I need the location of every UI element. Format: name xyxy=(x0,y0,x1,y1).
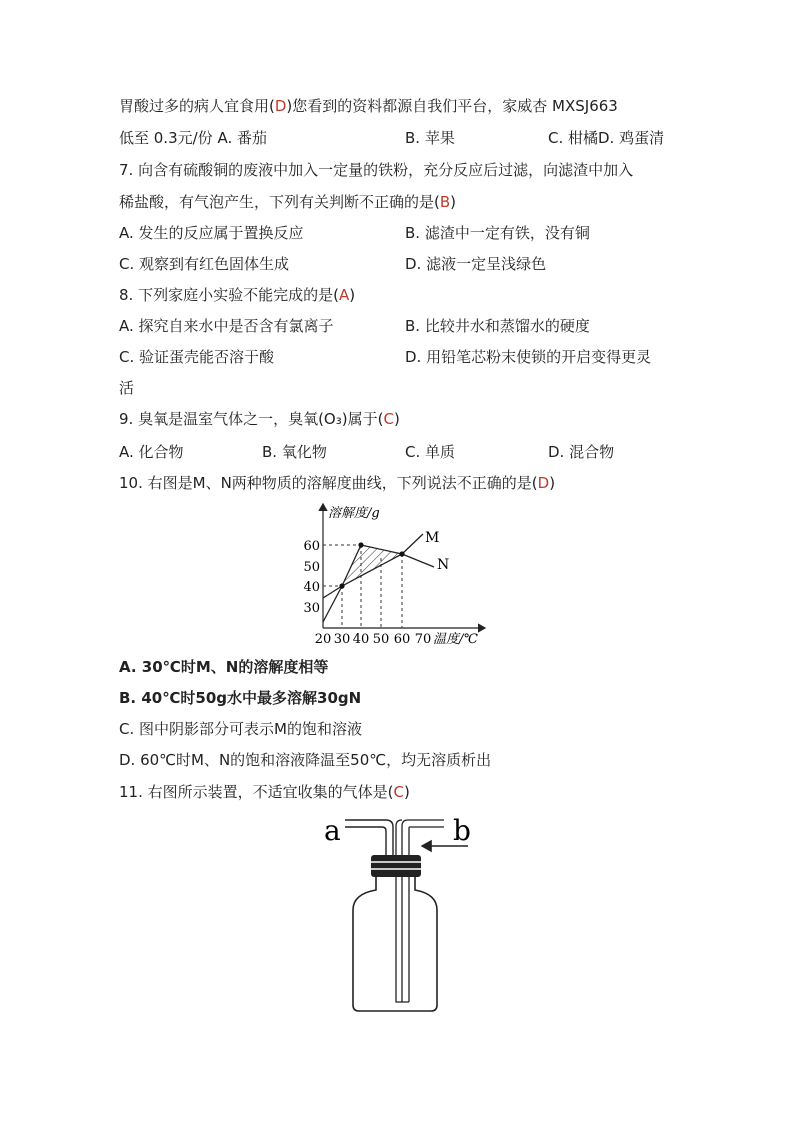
x-tick-20: 20 xyxy=(314,632,332,647)
q6-answer: D xyxy=(274,97,287,115)
solubility-curve-diagram xyxy=(300,498,500,650)
q6-option-b: B. 苹果 xyxy=(405,129,455,147)
q8-stem: 8. 下列家庭小实验不能完成的是(A) xyxy=(119,286,356,304)
q7-option-a: A. 发生的反应属于置换反应 xyxy=(119,224,304,242)
q9-answer: C xyxy=(383,410,394,428)
q7-answer: B xyxy=(439,193,451,211)
q7-stem-line-1: 7. 向含有硫酸铜的废液中加入一定量的铁粉，充分反应后过滤，向滤渣中加入 xyxy=(119,161,634,179)
q10-option-b: B. 40℃时50g水中最多溶解30gN xyxy=(119,689,362,707)
tube-b xyxy=(390,820,443,1000)
bottle-body xyxy=(353,877,437,1011)
q10-option-d: D. 60℃时M、N的饱和溶液降温至50℃，均无溶质析出 xyxy=(119,751,492,769)
label-m: M xyxy=(425,530,440,546)
label-b: b xyxy=(453,814,471,847)
q10-option-a: A. 30℃时M、N的溶解度相等 xyxy=(119,658,329,676)
x-tick-30: 30 xyxy=(333,632,351,647)
y-tick-50: 50 xyxy=(303,560,320,575)
q8-option-a: A. 探究自来水中是否含有氯离子 xyxy=(119,317,334,335)
q7-option-c: C. 观察到有红色固体生成 xyxy=(119,255,290,273)
label-a: a xyxy=(324,814,341,847)
y-axis-label: 溶解度/g xyxy=(328,506,380,521)
q6-option-cd: C. 柑橘D. 鸡蛋清 xyxy=(548,129,665,147)
q9-option-c: C. 单质 xyxy=(405,443,456,461)
y-tick-40: 40 xyxy=(303,580,320,595)
y-tick-60: 60 xyxy=(303,539,320,554)
q7-option-d: D. 滤液一定呈浅绿色 xyxy=(405,255,547,273)
x-tick-70: 70 xyxy=(414,632,432,647)
q8-option-b: B. 比较井水和蒸馏水的硬度 xyxy=(405,317,590,335)
q10-stem: 10. 右图是M、N两种物质的溶解度曲线，下列说法不正确的是(D) xyxy=(119,474,556,492)
q10-answer: D xyxy=(537,474,550,492)
gas-bottle-apparatus xyxy=(318,810,478,1015)
q8-option-d: D. 用铅笔芯粉末使锁的开启变得更灵 xyxy=(405,348,652,366)
curve-m xyxy=(323,534,423,622)
x-tick-40: 40 xyxy=(352,632,370,647)
x-axis-label: 温度/℃ xyxy=(433,632,478,647)
q10-option-c: C. 图中阴影部分可表示M的饱和溶液 xyxy=(119,720,362,738)
q9-option-b: B. 氧化物 xyxy=(262,443,327,461)
stopper xyxy=(371,855,421,877)
x-tick-50: 50 xyxy=(372,632,390,647)
q8-option-d-continued: 活 xyxy=(119,379,135,397)
q7-option-b: B. 滤渣中一定有铁，没有铜 xyxy=(405,224,590,242)
point-60 xyxy=(399,551,404,556)
label-n: N xyxy=(437,557,450,573)
q6-line-1: 胃酸过多的病人宜食用(D)您看到的资料都源自我们平台，家威杏 MXSJ663 xyxy=(119,97,618,115)
x-tick-60: 60 xyxy=(393,632,411,647)
q11-stem: 11. 右图所示装置，不适宜收集的气体是(C) xyxy=(119,783,410,801)
q7-stem-line-2: 稀盐酸，有气泡产生，下列有关判断不正确的是(B) xyxy=(119,193,457,211)
point-40 xyxy=(358,542,363,547)
q9-stem: 9. 臭氧是温室气体之一，臭氧(O₃)属于(C) xyxy=(119,410,400,428)
q11-answer: C xyxy=(393,783,404,801)
q6-line-2: 低至 0.3元/份 A. 番茄 xyxy=(119,129,267,147)
q8-option-c: C. 验证蛋壳能否溶于酸 xyxy=(119,348,275,366)
q9-option-d: D. 混合物 xyxy=(548,443,615,461)
q9-option-a: A. 化合物 xyxy=(119,443,184,461)
q8-answer: A xyxy=(338,286,350,304)
y-tick-30: 30 xyxy=(303,601,320,616)
point-30 xyxy=(339,583,344,588)
